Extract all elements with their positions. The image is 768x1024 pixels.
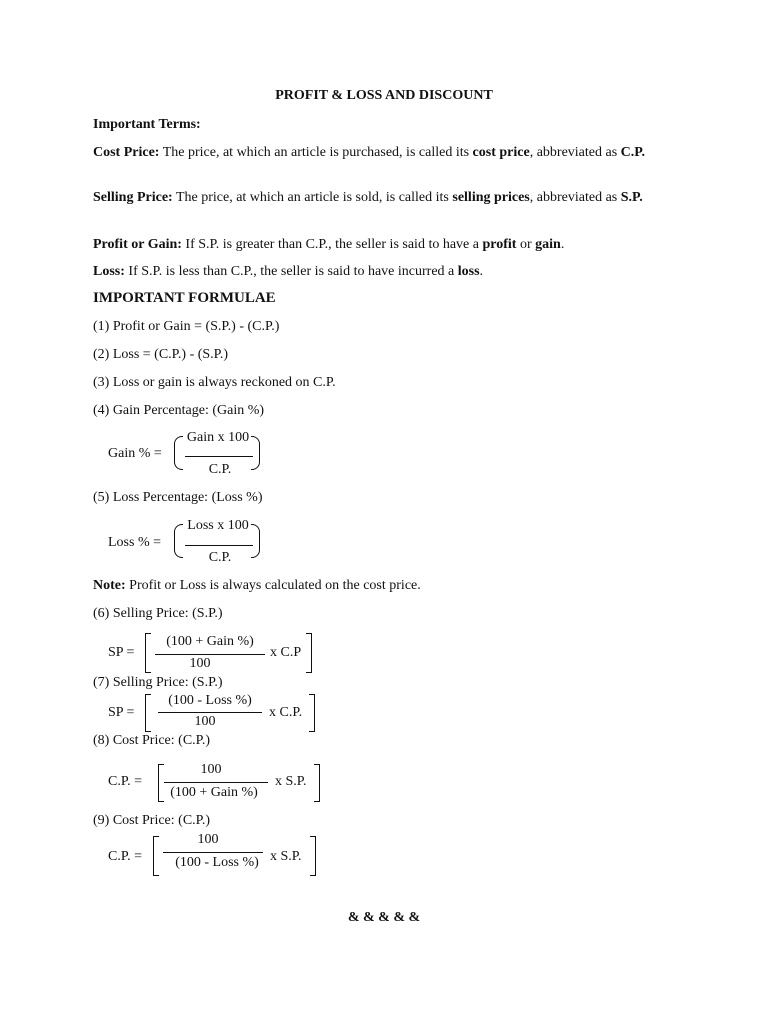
right-bracket <box>306 633 312 673</box>
profit-definition: Profit or Gain: If S.P. is greater than C.P., the seller is said to have a profit or gain. <box>93 237 565 252</box>
loss-label: Loss: <box>93 264 125 279</box>
gain-percent-lhs: Gain % = <box>108 446 162 461</box>
formula-7: (7) Selling Price: (S.P.) <box>93 675 223 690</box>
terms-heading: Important Terms: <box>93 117 201 132</box>
left-bracket <box>153 836 159 876</box>
sp-gain-numerator: (100 + Gain %) <box>166 634 254 649</box>
selling-price-definition: Selling Price: The price, at which an article is sold, is called its selling prices, abbreviated as S.P. <box>93 190 643 205</box>
sp-gain-lhs: SP = <box>108 645 135 660</box>
profit-label: Profit or Gain: <box>93 237 182 252</box>
fraction-bar <box>185 456 253 457</box>
fraction-bar <box>163 852 263 853</box>
formulae-heading: IMPORTANT FORMULAE <box>93 290 276 306</box>
loss-percent-lhs: Loss % = <box>108 535 162 550</box>
cp-loss-numerator: 100 <box>197 832 219 847</box>
gain-percent-denominator: C.P. <box>208 462 232 477</box>
note-label: Note: <box>93 578 126 593</box>
selling-price-label: Selling Price: <box>93 190 173 205</box>
right-bracket <box>314 764 320 802</box>
cp-gain-lhs: C.P. = <box>108 774 142 789</box>
cp-loss-denominator: (100 - Loss %) <box>175 855 259 870</box>
left-bracket <box>145 694 151 732</box>
formula-1: (1) Profit or Gain = (S.P.) - (C.P.) <box>93 319 280 334</box>
fraction-bar <box>185 545 253 546</box>
right-paren <box>251 436 260 470</box>
sp-loss-multiplier: x C.P. <box>269 705 303 720</box>
loss-percent-numerator: Loss x 100 <box>187 518 249 533</box>
formula-2: (2) Loss = (C.P.) - (S.P.) <box>93 347 229 362</box>
fraction-bar <box>158 712 262 713</box>
sp-loss-numerator: (100 - Loss %) <box>168 693 252 708</box>
cp-gain-denominator: (100 + Gain %) <box>170 785 258 800</box>
formula-6: (6) Selling Price: (S.P.) <box>93 606 223 621</box>
left-bracket <box>145 633 151 673</box>
fraction-bar <box>155 654 265 655</box>
cp-gain-numerator: 100 <box>200 762 222 777</box>
fraction-bar <box>164 782 268 783</box>
right-paren <box>251 524 260 558</box>
sp-loss-denominator: 100 <box>194 714 216 729</box>
footer-ampersands: & & & & & <box>347 910 421 925</box>
sp-gain-multiplier: x C.P <box>270 645 302 660</box>
formula-9: (9) Cost Price: (C.P.) <box>93 813 211 828</box>
cp-loss-multiplier: x S.P. <box>270 849 302 864</box>
cp-gain-multiplier: x S.P. <box>275 774 307 789</box>
formula-3: (3) Loss or gain is always reckoned on C.P. <box>93 375 336 390</box>
gain-percent-numerator: Gain x 100 <box>186 430 250 445</box>
sp-loss-lhs: SP = <box>108 705 135 720</box>
cost-price-definition: Cost Price: The price, at which an article is purchased, is called its cost price, abbreviated as C.P. <box>93 145 646 160</box>
right-bracket <box>309 694 315 732</box>
formula-8: (8) Cost Price: (C.P.) <box>93 733 211 748</box>
right-bracket <box>310 836 316 876</box>
sp-gain-denominator: 100 <box>189 656 211 671</box>
page-title: PROFIT & LOSS AND DISCOUNT <box>275 88 493 103</box>
cost-price-label: Cost Price: <box>93 145 160 160</box>
loss-percent-denominator: C.P. <box>208 550 232 565</box>
loss-definition: Loss: If S.P. is less than C.P., the seller is said to have incurred a loss. <box>93 264 484 279</box>
formula-4: (4) Gain Percentage: (Gain %) <box>93 403 265 418</box>
note: Note: Profit or Loss is always calculated on the cost price. <box>93 578 421 593</box>
cp-loss-lhs: C.P. = <box>108 849 142 864</box>
formula-5: (5) Loss Percentage: (Loss %) <box>93 490 263 505</box>
